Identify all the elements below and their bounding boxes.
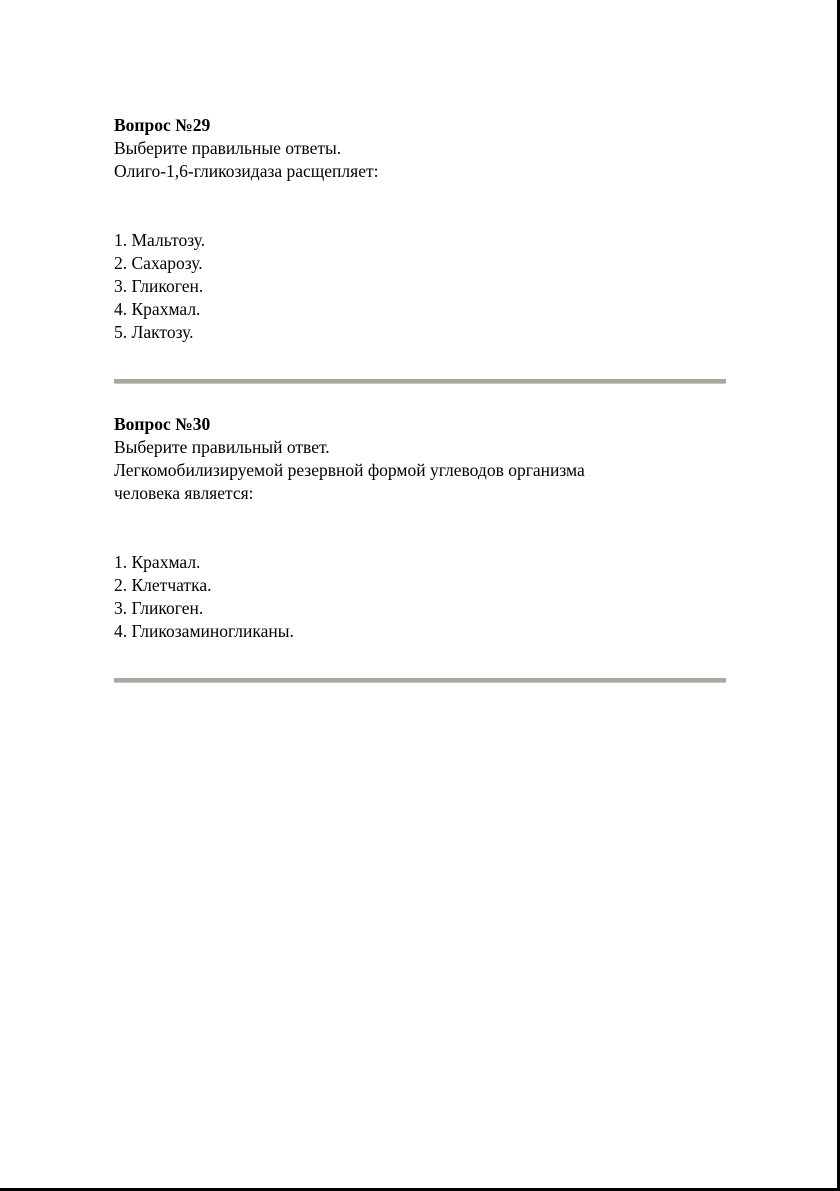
question-instruction: Выберите правильные ответы. — [114, 138, 342, 158]
question-text: Олиго-1,6-гликозидаза расщепляет: — [114, 161, 379, 181]
question-30 — [114, 413, 726, 643]
question-text-line-2: человека является: — [114, 483, 254, 503]
answer-option-5: 5. Лактозу. — [114, 322, 194, 342]
question-title: Вопрос №30 — [114, 414, 211, 434]
answer-option-2: 2. Клетчатка. — [114, 575, 212, 595]
answer-list — [114, 229, 726, 344]
question-text-line-1: Легкомобилизируемой резервной формой углеводов организма — [114, 460, 585, 480]
answer-option-2: 2. Сахарозу. — [114, 253, 203, 273]
question-29 — [114, 114, 726, 344]
answer-option-4: 4. Крахмал. — [114, 299, 201, 319]
answer-option-4: 4. Гликозаминогликаны. — [114, 621, 294, 641]
section-divider — [114, 379, 726, 384]
answer-option-3: 3. Гликоген. — [114, 276, 204, 296]
section-divider — [114, 678, 726, 683]
question-instruction: Выберите правильный ответ. — [114, 437, 330, 457]
answer-option-1: 1. Мальтозу. — [114, 230, 206, 250]
answer-list — [114, 551, 726, 643]
answer-option-3: 3. Гликоген. — [114, 598, 204, 618]
question-title: Вопрос №29 — [114, 115, 211, 135]
answer-option-1: 1. Крахмал. — [114, 552, 201, 572]
